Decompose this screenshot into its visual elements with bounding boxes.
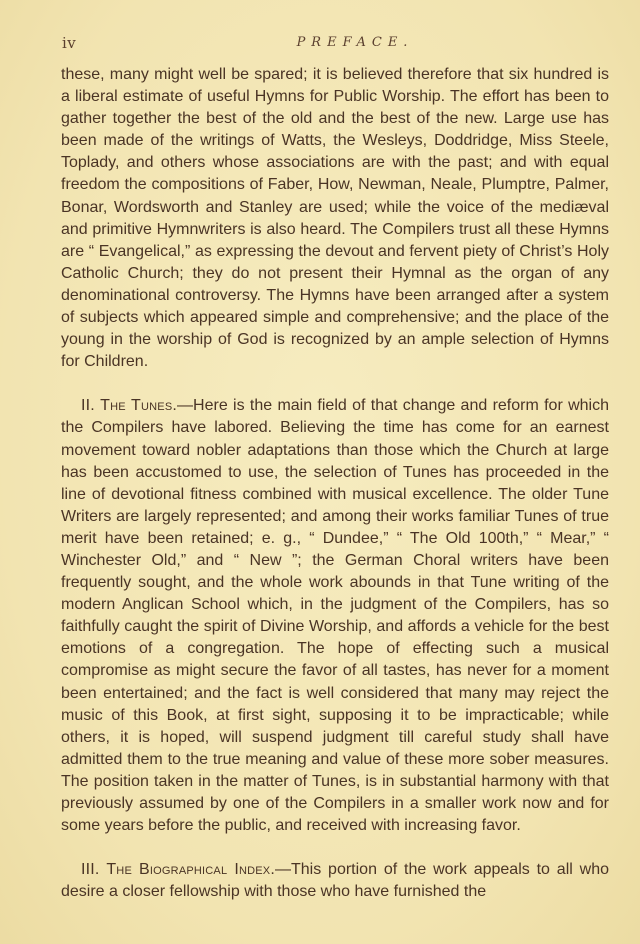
paragraph-biographical-index — [61, 859, 609, 903]
paragraph-hymns-continuation: these, many might well be spared; it is believed therefore that six hundred is a liberal estimate of useful Hymns for Public Worship. The effort has been to gather together the best of the old and the best of the new. Large use has been made of the writings of Watts, the Wesleys, Doddridge, Miss Steele, Toplady, and others whose associations are with the past; and with equal freedom the compositions of Faber, How, Newman, Neale, Plumptre, Palmer, Bonar, Wordsworth and Stanley are used; while the voice of the mediæval and primitive Hymnwriters is also heard. The Compilers trust all these Hymns are “ Evangelical,” as expressing the devout and fervent piety of Christ’s Holy Catholic Church; they do not present their Hymnal as the organ of any denominational controversy. The Hymns have been arranged after a system of subjects which appeared simple and comprehensive; and the place of the young in the worship of God is recognized by an ample selection of Hymns for Children. — [61, 66, 609, 371]
paragraph-biographical-index-body: —This portion of the work appeals to all who desire a closer fellowship with those who have furnished the — [61, 861, 609, 901]
page-number: iv — [62, 34, 77, 52]
body-text — [61, 64, 609, 903]
paragraph-tunes — [61, 395, 609, 837]
page-header — [62, 34, 608, 54]
section-heading-tunes: II. The Tunes. — [81, 397, 178, 415]
running-head: PREFACE. — [296, 35, 414, 50]
paragraph-tunes-body: —Here is the main field of that change and reform for which the Compilers have labored. Believing the time has come for an earnest movement toward nobler adaptations than those which the Church at large has been accustomed to use, the selection of Tunes has proceeded in the line of devotional fitness combined with musical excellence. The older Tune Writers are largely represented; and among their works familiar Tunes of true merit have been retained; e. g., “ Dundee,” “ The Old 100th,” “ Mear,” “ Winchester Old,” and “ New ”; the German Choral writers have been frequently sought, and the whole work abounds in that Tune writing of the modern Anglican School which, in the judgment of the Compilers, has so faithfully caught the spirit of Divine Worship, and affords a vehicle for the best emotions of a congregation. The hope of effecting such a musical compromise as might secure the favor of all tastes, has never for a moment been entertained; and the fact is well considered that many may reject the music of this Book, at first sight, supposing it to be impracticable; while others, it is hoped, will suspend judgment till careful study shall have admitted them to the true meaning and value of these more sober measures. The position taken in the matter of Tunes, is in substantial harmony with that previously assumed by one of the Compilers in a smaller work now and for some years before the public, and received with increasing favor. — [61, 397, 609, 835]
section-heading-biographical-index: III. The Biographical Index. — [81, 861, 275, 879]
